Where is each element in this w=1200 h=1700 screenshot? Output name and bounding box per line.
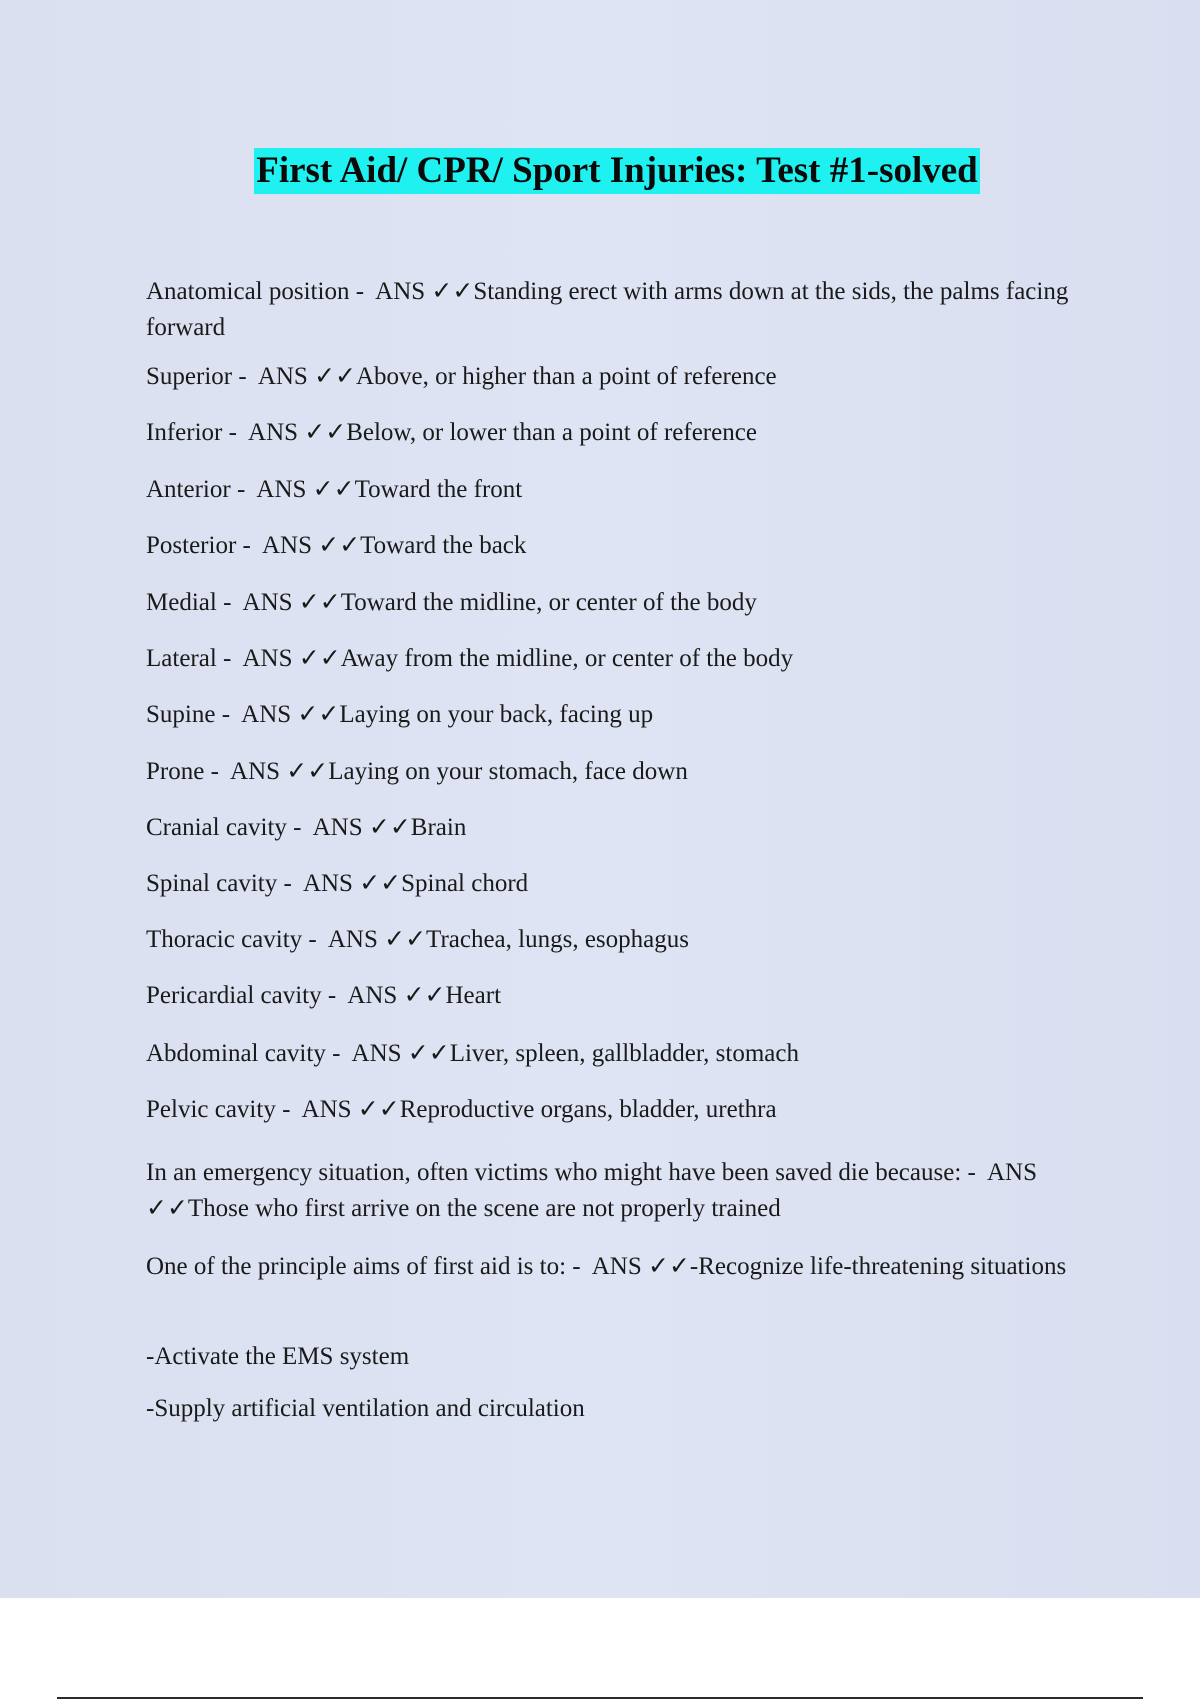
answer-text: Toward the back [360,532,527,559]
answer-marker: ANS ✓✓ [256,476,355,503]
question-answer-separator: - [216,645,243,672]
answer-marker: ANS ✓✓ [230,758,329,785]
answer-text: Liver, spleen, gallbladder, stomach [449,1040,799,1067]
question-answer-separator: - [232,363,258,390]
answer-text: -Recognize life-threatening situations [689,1253,1067,1280]
answer-text: Standing erect with arms down at the sids, the palms facing forward [146,278,1069,341]
qa-item [146,754,1096,790]
question-answer-separator: - [321,982,348,1009]
question-answer-separator: - [961,1159,987,1186]
footer-divider [57,1697,1143,1699]
question-answer-separator: - [286,814,313,841]
answer-text: Spinal chord [401,870,529,897]
question-text: Anatomical position [146,278,350,305]
answer-marker: ANS ✓✓ [242,589,341,616]
question-answer-separator: - [275,1096,302,1123]
question-text: Inferior [146,419,223,446]
answer-marker: ANS ✓✓ [257,363,356,390]
qa-item [146,1092,1096,1128]
answer-marker: ANS ✓✓ [591,1253,690,1280]
question-answer-separator: - [222,419,249,446]
qa-item [146,866,1096,902]
qa-item [146,810,1096,846]
question-text: Thoracic cavity [146,926,303,953]
question-text: Medial [146,589,217,616]
answer-marker: ANS ✓✓ [261,532,361,559]
qa-item [146,641,1096,677]
qa-item [146,359,1096,395]
qa-item [146,274,1096,346]
question-text: Anterior [146,476,231,503]
qa-item [146,978,1096,1014]
qa-item [146,528,1096,564]
answer-text: Brain [410,814,467,841]
answer-text: Reproductive organs, bladder, urethra [399,1096,777,1123]
answer-marker: ANS ✓✓ [241,701,340,728]
question-text: Supine [146,701,216,728]
question-text: Prone [146,758,205,785]
answer-marker: ANS ✓✓ [375,278,474,305]
answer-marker: ANS ✓✓ [146,1159,1037,1222]
question-text: Posterior [146,532,237,559]
answer-text: Laying on your stomach, face down [328,758,688,785]
question-answer-separator: - [230,476,257,503]
answer-marker: ANS ✓✓ [248,419,347,446]
question-answer-separator: - [349,278,376,305]
answer-marker: ANS ✓✓ [327,926,427,953]
answer-marker: ANS ✓✓ [302,870,402,897]
question-text: Abdominal cavity [146,1040,326,1067]
answer-continuation-line: -Activate the EMS system [146,1343,410,1370]
question-text: Superior [146,363,233,390]
question-answer-separator: - [325,1040,352,1067]
question-text: Spinal cavity [146,870,278,897]
qa-item [146,697,1096,733]
question-answer-separator: - [566,1253,592,1280]
qa-item [146,472,1096,508]
question-answer-separator: - [302,926,328,953]
question-answer-separator: - [204,758,231,785]
question-answer-separator: - [216,589,243,616]
document-title: First Aid/ CPR/ Sport Injuries: Test #1-solved [254,148,980,194]
answer-marker: ANS ✓✓ [312,814,411,841]
question-answer-separator: - [236,532,262,559]
question-answer-separator: - [277,870,303,897]
answer-text: Toward the front [354,476,523,503]
answer-text: Heart [445,982,502,1009]
answer-continuation-line: -Supply artificial ventilation and circulation [146,1395,585,1422]
answer-marker: ANS ✓✓ [351,1040,450,1067]
answer-text: Those who first arrive on the scene are not properly trained [187,1195,781,1222]
answer-text: Away from the midline, or center of the body [340,645,794,672]
title-container [0,148,1200,194]
answer-text: Laying on your back, facing up [339,701,654,728]
answer-text: Trachea, lungs, esophagus [426,926,689,953]
answer-marker: ANS ✓✓ [301,1096,400,1123]
qa-item [146,922,1096,958]
answer-text: Toward the midline, or center of the body [340,589,757,616]
qa-item [146,415,1096,451]
answer-text: Below, or lower than a point of reference [346,419,757,446]
answer-marker: ANS ✓✓ [242,645,341,672]
qa-item [146,1155,1096,1227]
question-text: Cranial cavity [146,814,287,841]
question-text: In an emergency situation, often victims who might have been saved die because: [146,1159,962,1186]
qa-item [146,1036,1096,1072]
question-text: One of the principle aims of first aid is to: [146,1253,567,1280]
answer-marker: ANS ✓✓ [347,982,446,1009]
question-text: Pericardial cavity [146,982,322,1009]
answer-text: Above, or higher than a point of reference [355,363,777,390]
question-answer-separator: - [215,701,242,728]
question-text: Lateral [146,645,217,672]
question-text: Pelvic cavity [146,1096,276,1123]
qa-item [146,585,1096,621]
qa-item [146,1249,1096,1285]
